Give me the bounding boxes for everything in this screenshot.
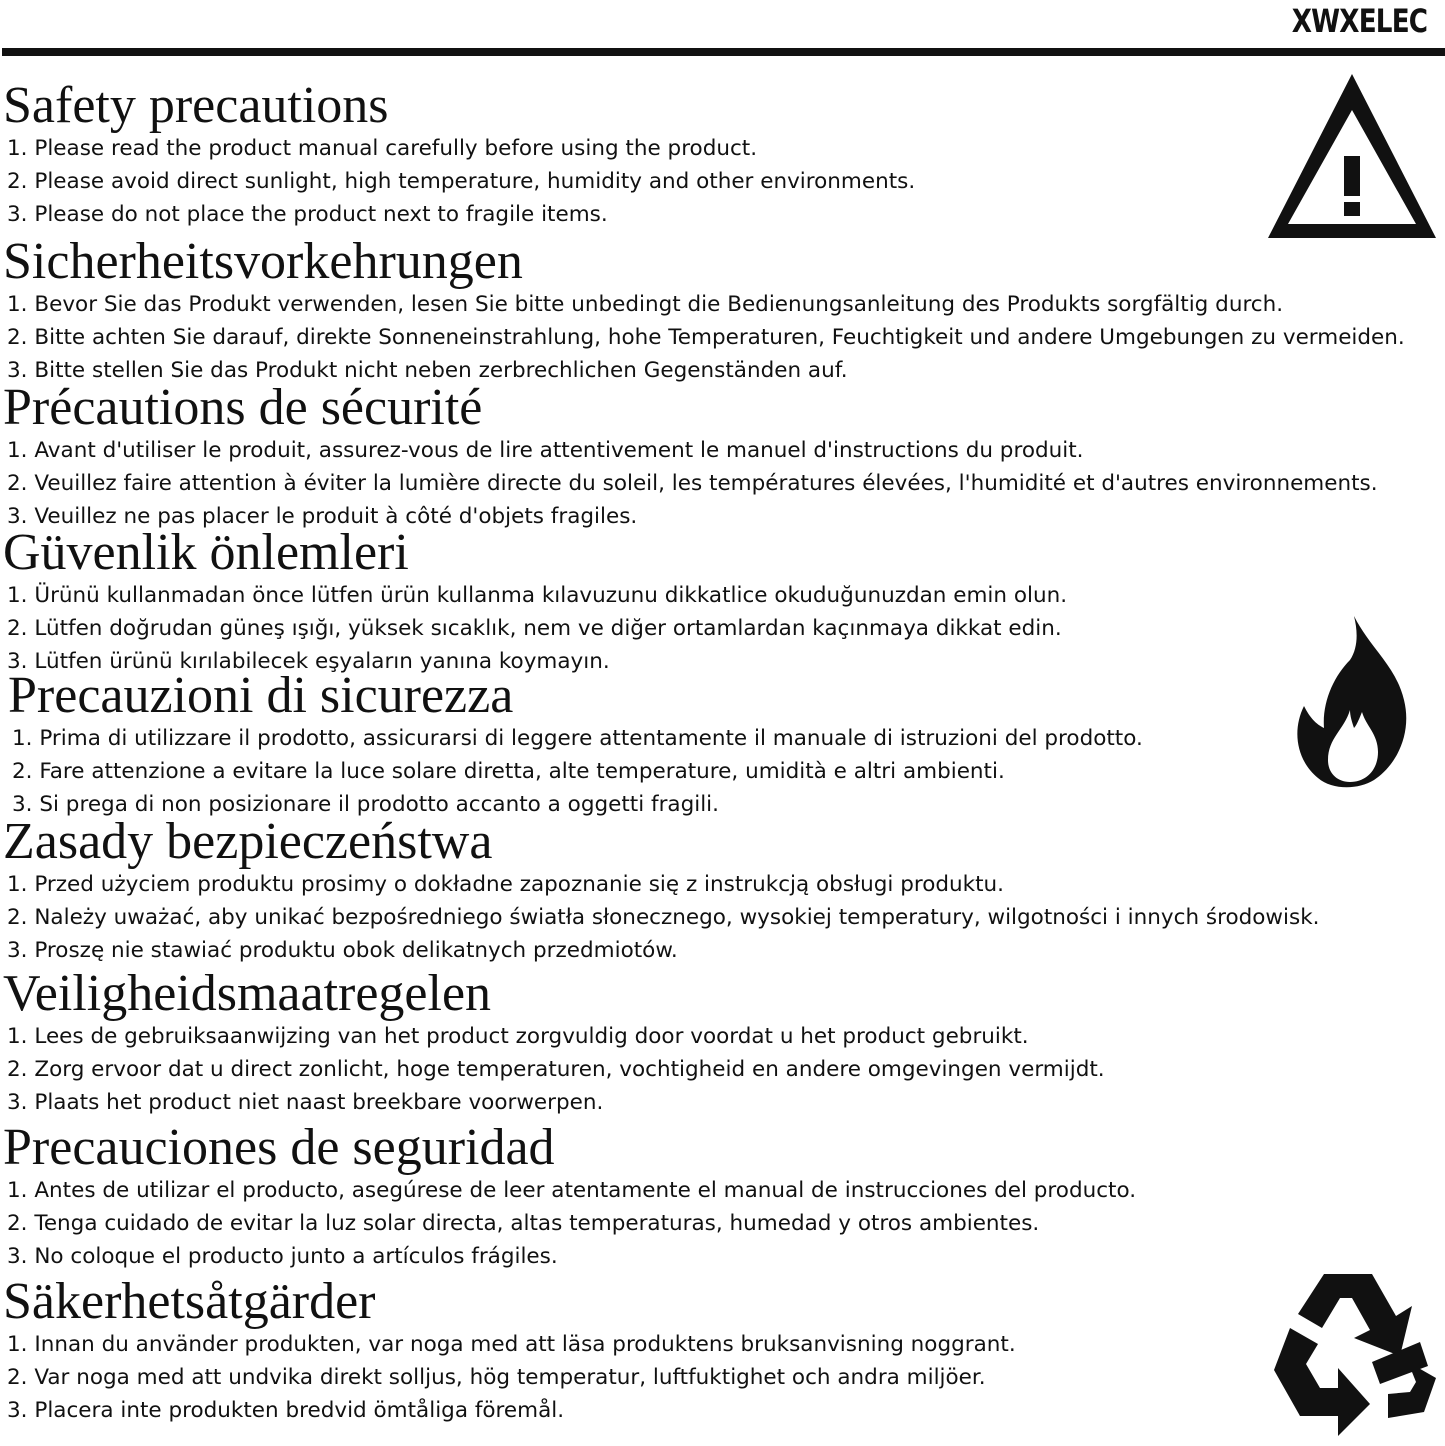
section-heading: Precauzioni di sicurezza — [8, 667, 514, 724]
list-item: 2. Please avoid direct sunlight, high temperature, humidity and other environments. — [7, 169, 916, 194]
section-heading: Précautions de sécurité — [3, 379, 483, 436]
section-heading: Precauciones de seguridad — [3, 1119, 555, 1176]
section-polish — [3, 813, 1320, 967]
list-item: 1. Please read the product manual carefully before using the product. — [7, 136, 758, 161]
list-item: 3. Si prega di non posizionare il prodotto accanto a oggetti fragili. — [12, 792, 719, 817]
precaution-list — [3, 868, 1319, 967]
section-french — [3, 379, 1378, 533]
precaution-list — [3, 132, 915, 231]
list-item: 2. Var noga med att undvika direkt solljus, hög temperatur, luftfuktighet och andra miljöer. — [7, 1365, 986, 1390]
section-heading: Veiligheidsmaatregelen — [3, 965, 492, 1022]
list-item: 2. Veuillez faire attention à éviter la lumière directe du soleil, les températures élevées, l'humidité et d'autres environnements. — [7, 471, 1378, 496]
precaution-list — [8, 722, 1143, 821]
precaution-list — [3, 579, 1067, 678]
precaution-list — [3, 1020, 1105, 1119]
list-item: 2. Fare attenzione a evitare la luce solare diretta, alte temperature, umidità e altri ambienti. — [12, 759, 1005, 784]
section-dutch — [3, 965, 1105, 1119]
precaution-list — [3, 434, 1378, 533]
list-item: 3. Plaats het product niet naast breekbare voorwerpen. — [7, 1090, 604, 1115]
section-heading: Safety precautions — [3, 77, 389, 134]
section-english — [3, 77, 916, 231]
section-heading: Zasady bezpieczeństwa — [3, 813, 493, 870]
list-item: 2. Lütfen doğrudan güneş ışığı, yüksek sıcaklık, nem ve diğer ortamlardan kaçınmaya dikkat edin. — [7, 616, 1062, 641]
section-turkish — [3, 524, 1068, 678]
list-item: 1. Prima di utilizzare il prodotto, assicurarsi di leggere attentamente il manuale di istruzioni del prodotto. — [12, 726, 1143, 751]
section-italian — [8, 667, 1143, 821]
section-heading: Säkerhetsåtgärder — [3, 1273, 376, 1330]
list-item: 3. Lütfen ürünü kırılabilecek eşyaların yanına koymayın. — [7, 649, 610, 674]
brand-logo: XWXELEC — [1291, 2, 1427, 40]
section-spanish — [3, 1119, 1137, 1273]
list-item: 3. Proszę nie stawiać produktu obok delikatnych przedmiotów. — [7, 938, 678, 963]
list-item: 1. Lees de gebruiksaanwijzing van het product zorgvuldig door voordat u het product gebruikt. — [7, 1024, 1029, 1049]
precaution-list — [3, 1328, 1016, 1427]
list-item: 3. Please do not place the product next to fragile items. — [7, 202, 608, 227]
list-item: 2. Tenga cuidado de evitar la luz solar directa, altas temperaturas, humedad y otros ambientes. — [7, 1211, 1040, 1236]
precaution-list — [3, 288, 1405, 387]
warning-triangle-icon — [1266, 70, 1438, 242]
section-swedish — [3, 1273, 1016, 1427]
list-item: 1. Przed użyciem produktu prosimy o dokładne zapoznanie się z instrukcją obsługi produktu. — [7, 872, 1004, 897]
list-item: 1. Ürünü kullanmadan önce lütfen ürün kullanma kılavuzunu dikkatlice okuduğunuzdan emin olun. — [7, 583, 1068, 608]
header-rule — [2, 48, 1445, 56]
section-heading: Güvenlik önlemleri — [3, 524, 409, 581]
list-item: 2. Należy uważać, aby unikać bezpośredniego światła słonecznego, wysokiej temperatury, wilgotności i innych środowisk. — [7, 905, 1320, 930]
list-item: 3. No coloque el producto junto a artículos frágiles. — [7, 1244, 558, 1269]
precaution-list — [3, 1174, 1136, 1273]
list-item: 3. Bitte stellen Sie das Produkt nicht neben zerbrechlichen Gegenständen auf. — [7, 358, 848, 383]
list-item: 1. Antes de utilizar el producto, asegúrese de leer atentamente el manual de instrucciones del producto. — [7, 1178, 1137, 1203]
recycle-icon — [1260, 1266, 1442, 1438]
list-item: 3. Placera inte produkten bredvid ömtåliga föremål. — [7, 1398, 565, 1423]
list-item: 2. Zorg ervoor dat u direct zonlicht, hoge temperaturen, vochtigheid en andere omgevingen vermijdt. — [7, 1057, 1105, 1082]
list-item: 1. Innan du använder produkten, var noga med att läsa produktens bruksanvisning noggrant. — [7, 1332, 1016, 1357]
list-item: 3. Veuillez ne pas placer le produit à côté d'objets fragiles. — [7, 504, 638, 529]
section-heading: Sicherheitsvorkehrungen — [3, 233, 523, 290]
list-item: 1. Avant d'utiliser le produit, assurez-vous de lire attentivement le manuel d'instructions du produit. — [7, 438, 1084, 463]
list-item: 1. Bevor Sie das Produkt verwenden, lesen Sie bitte unbedingt die Bedienungsanleitung des Produkts sorgfältig durch. — [7, 292, 1284, 317]
flame-icon — [1292, 614, 1414, 790]
list-item: 2. Bitte achten Sie darauf, direkte Sonneneinstrahlung, hohe Temperaturen, Feuchtigkeit und andere Umgebungen zu vermeiden. — [7, 325, 1405, 350]
section-german — [3, 233, 1405, 387]
